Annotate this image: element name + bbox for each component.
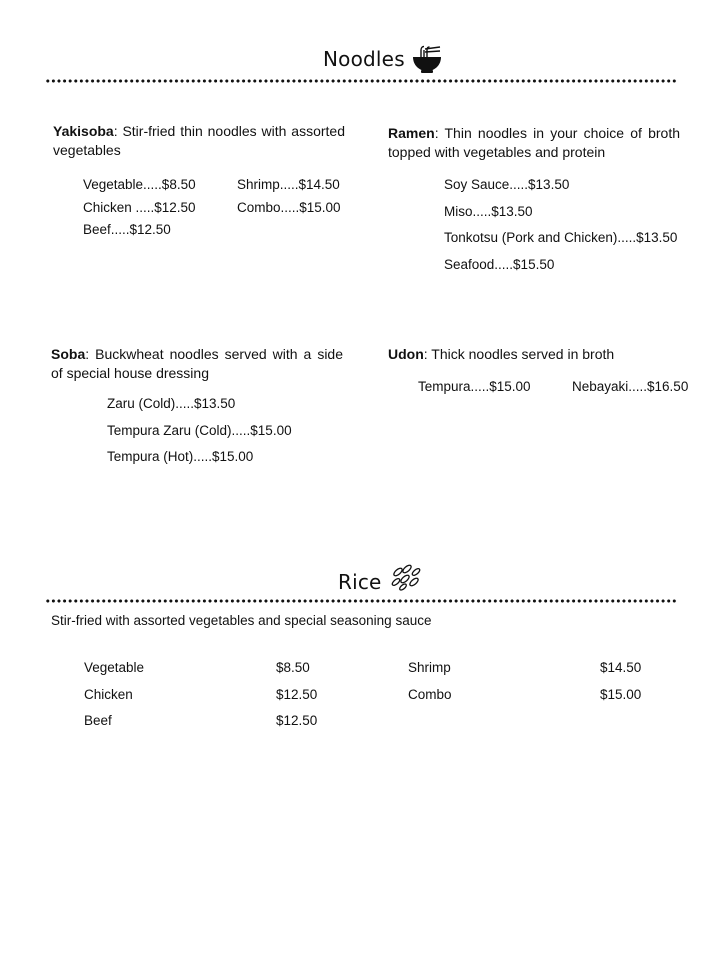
- soba-item-tempura-hot: Tempura (Hot).....$15.00: [107, 449, 254, 464]
- rice-item-vegetable-name: Vegetable: [84, 660, 145, 675]
- yakisoba-item-combo: Combo.....$15.00: [237, 200, 341, 215]
- noodles-title: Noodles: [323, 47, 405, 71]
- rice-title: Rice: [338, 570, 382, 594]
- udon-description: Udon: Thick noodles served in broth: [388, 346, 615, 362]
- noodle-bowl-icon: [412, 44, 442, 74]
- ramen-item-seafood: Seafood.....$15.50: [444, 257, 555, 272]
- rice-item-beef-name: Beef: [84, 713, 112, 728]
- rice-item-chicken-price: $12.50: [276, 687, 318, 702]
- rice-grains-icon: [390, 563, 422, 591]
- udon-item-tempura: Tempura.....$15.00: [418, 379, 531, 394]
- rice-item-beef-price: $12.50: [276, 713, 318, 728]
- ramen-item-tonkotsu: Tonkotsu (Pork and Chicken).....$13.50: [444, 230, 678, 245]
- rice-item-shrimp-name: Shrimp: [408, 660, 451, 675]
- soba-item-tempura-zaru: Tempura Zaru (Cold).....$15.00: [107, 423, 292, 438]
- soba-name: Soba: [51, 346, 86, 362]
- rice-divider: [45, 599, 677, 603]
- rice-description: Stir-fried with assorted vegetables and special seasoning sauce: [51, 613, 432, 628]
- yakisoba-item-vegetable: Vegetable.....$8.50: [83, 177, 196, 192]
- rice-item-chicken-name: Chicken: [84, 687, 133, 702]
- soba-item-zaru: Zaru (Cold).....$13.50: [107, 396, 236, 411]
- rice-item-shrimp-price: $14.50: [600, 660, 642, 675]
- udon-item-nebayaki: Nebayaki.....$16.50: [572, 379, 689, 394]
- ramen-description: Ramen: Thin noodles in your choice of broth topped with vegetables and protein: [388, 125, 680, 160]
- yakisoba-name: Yakisoba: [53, 123, 114, 139]
- rice-item-combo-price: $15.00: [600, 687, 642, 702]
- rice-item-combo-name: Combo: [408, 687, 452, 702]
- yakisoba-item-chicken: Chicken .....$12.50: [83, 200, 196, 215]
- yakisoba-item-beef: Beef.....$12.50: [83, 222, 171, 237]
- udon-name: Udon: [388, 346, 424, 362]
- yakisoba-description: Yakisoba: Stir-fried thin noodles with assorted vegetables: [53, 123, 345, 158]
- rice-item-vegetable-price: $8.50: [276, 660, 310, 675]
- soba-description: Soba: Buckwheat noodles served with a side of special house dressing: [51, 346, 343, 381]
- ramen-name: Ramen: [388, 125, 435, 141]
- ramen-item-soy-sauce: Soy Sauce.....$13.50: [444, 177, 570, 192]
- noodles-divider: [45, 79, 677, 83]
- ramen-item-miso: Miso.....$13.50: [444, 204, 533, 219]
- yakisoba-item-shrimp: Shrimp.....$14.50: [237, 177, 340, 192]
